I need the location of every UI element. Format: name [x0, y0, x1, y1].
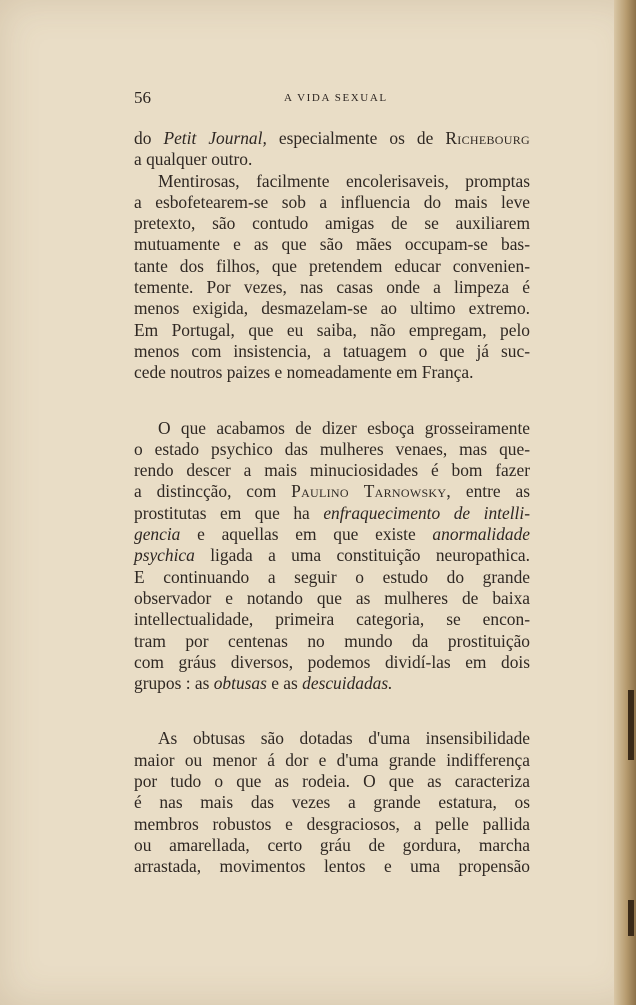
- text-line: a distincção, com Paulino Tarnowsky, entre as: [134, 481, 530, 502]
- paragraph-gap: [134, 694, 530, 728]
- text-line: tante dos filhos, que pretendem educar convenien-: [134, 255, 530, 276]
- italic-term: gencia: [134, 524, 181, 545]
- text-line: a esbofetearem-se sob a influencia do mais leve: [134, 191, 530, 212]
- text-line: menos exigida, desmazelam-se ao ultimo extremo.: [134, 298, 530, 319]
- italic-term: obtusas: [213, 673, 267, 694]
- text-line: psychica ligada a uma constituição neuropathica.: [134, 545, 530, 566]
- body-text: [134, 128, 530, 878]
- running-head: A VIDA SEXUAL: [284, 92, 388, 104]
- text-line: grupos : as obtusas e as descuidadas.: [134, 673, 393, 694]
- page-number: 56: [134, 88, 151, 107]
- italic-term: descuidadas.: [302, 673, 393, 694]
- text-line: E continuando a seguir o estudo do grande: [134, 566, 530, 587]
- book-spine-edge: [614, 0, 636, 1005]
- italic-term: anormalidade: [432, 524, 530, 545]
- text-line: mutuamente e as que são mães occupam-se bas-: [134, 234, 530, 255]
- text-line: cede noutros paizes e nomeadamente em França.: [134, 362, 474, 383]
- edge-shadow: [628, 900, 634, 936]
- text-line: maior ou menor á dor e d'uma grande indifferença: [134, 749, 530, 770]
- text-line: pretexto, são contudo amigas de se auxiliarem: [134, 213, 530, 234]
- text-line: gencia e aquellas em que existe anormalidade: [134, 524, 530, 545]
- text-line: por tudo o que as rodeia. O que as caracteriza: [134, 771, 530, 792]
- text-line: temente. Por vezes, nas casas onde a limpeza é: [134, 277, 530, 298]
- text-line: prostitutas em que ha enfraquecimento de intelli-: [134, 502, 530, 523]
- text-line: do Petit Journal, especialmente os de Richebourg: [134, 128, 530, 148]
- text-line: rendo descer a mais minuciosidades é bom fazer: [134, 460, 530, 481]
- text-line: Em Portugal, que eu saiba, não empregam, pelo: [134, 319, 530, 340]
- text-line: com gráus diversos, podemos dividí-las em dois: [134, 651, 530, 672]
- author-name: Richebourg: [445, 128, 530, 148]
- italic-term: enfraquecimento de intelli-: [323, 502, 530, 523]
- author-name: Paulino Tarnowsky,: [291, 481, 452, 502]
- text-line: é nas mais das vezes a grande estatura, os: [134, 792, 530, 813]
- italic-title: Petit Journal,: [163, 128, 267, 148]
- text-line: o estado psychico das mulheres venaes, mas que-: [134, 438, 530, 459]
- text-line: membros robustos e desgraciosos, a pelle pallida: [134, 813, 530, 834]
- text-line: intellectualidade, primeira categoria, se encon-: [134, 609, 530, 630]
- text-line: tram por centenas no mundo da prostituição: [134, 630, 530, 651]
- text-line: O que acabamos de dizer esboça grosseiramente: [158, 417, 530, 438]
- text-line: Mentirosas, facilmente encolerisaveis, promptas: [158, 170, 530, 191]
- text-line: menos com insistencia, a tatuagem o que já suc-: [134, 340, 530, 361]
- text-line: a qualquer outro.: [134, 149, 253, 170]
- paragraph-gap: [134, 384, 530, 418]
- text-line: arrastada, movimentos lentos e uma propensão: [134, 856, 530, 877]
- italic-term: psychica: [134, 545, 195, 566]
- page-header: [134, 88, 534, 112]
- text-line: observador e notando que as mulheres de baixa: [134, 587, 530, 608]
- text-line: As obtusas são dotadas d'uma insensibilidade: [158, 728, 530, 749]
- edge-shadow: [628, 690, 634, 760]
- text-line: ou amarellada, certo gráu de gordura, marcha: [134, 834, 530, 855]
